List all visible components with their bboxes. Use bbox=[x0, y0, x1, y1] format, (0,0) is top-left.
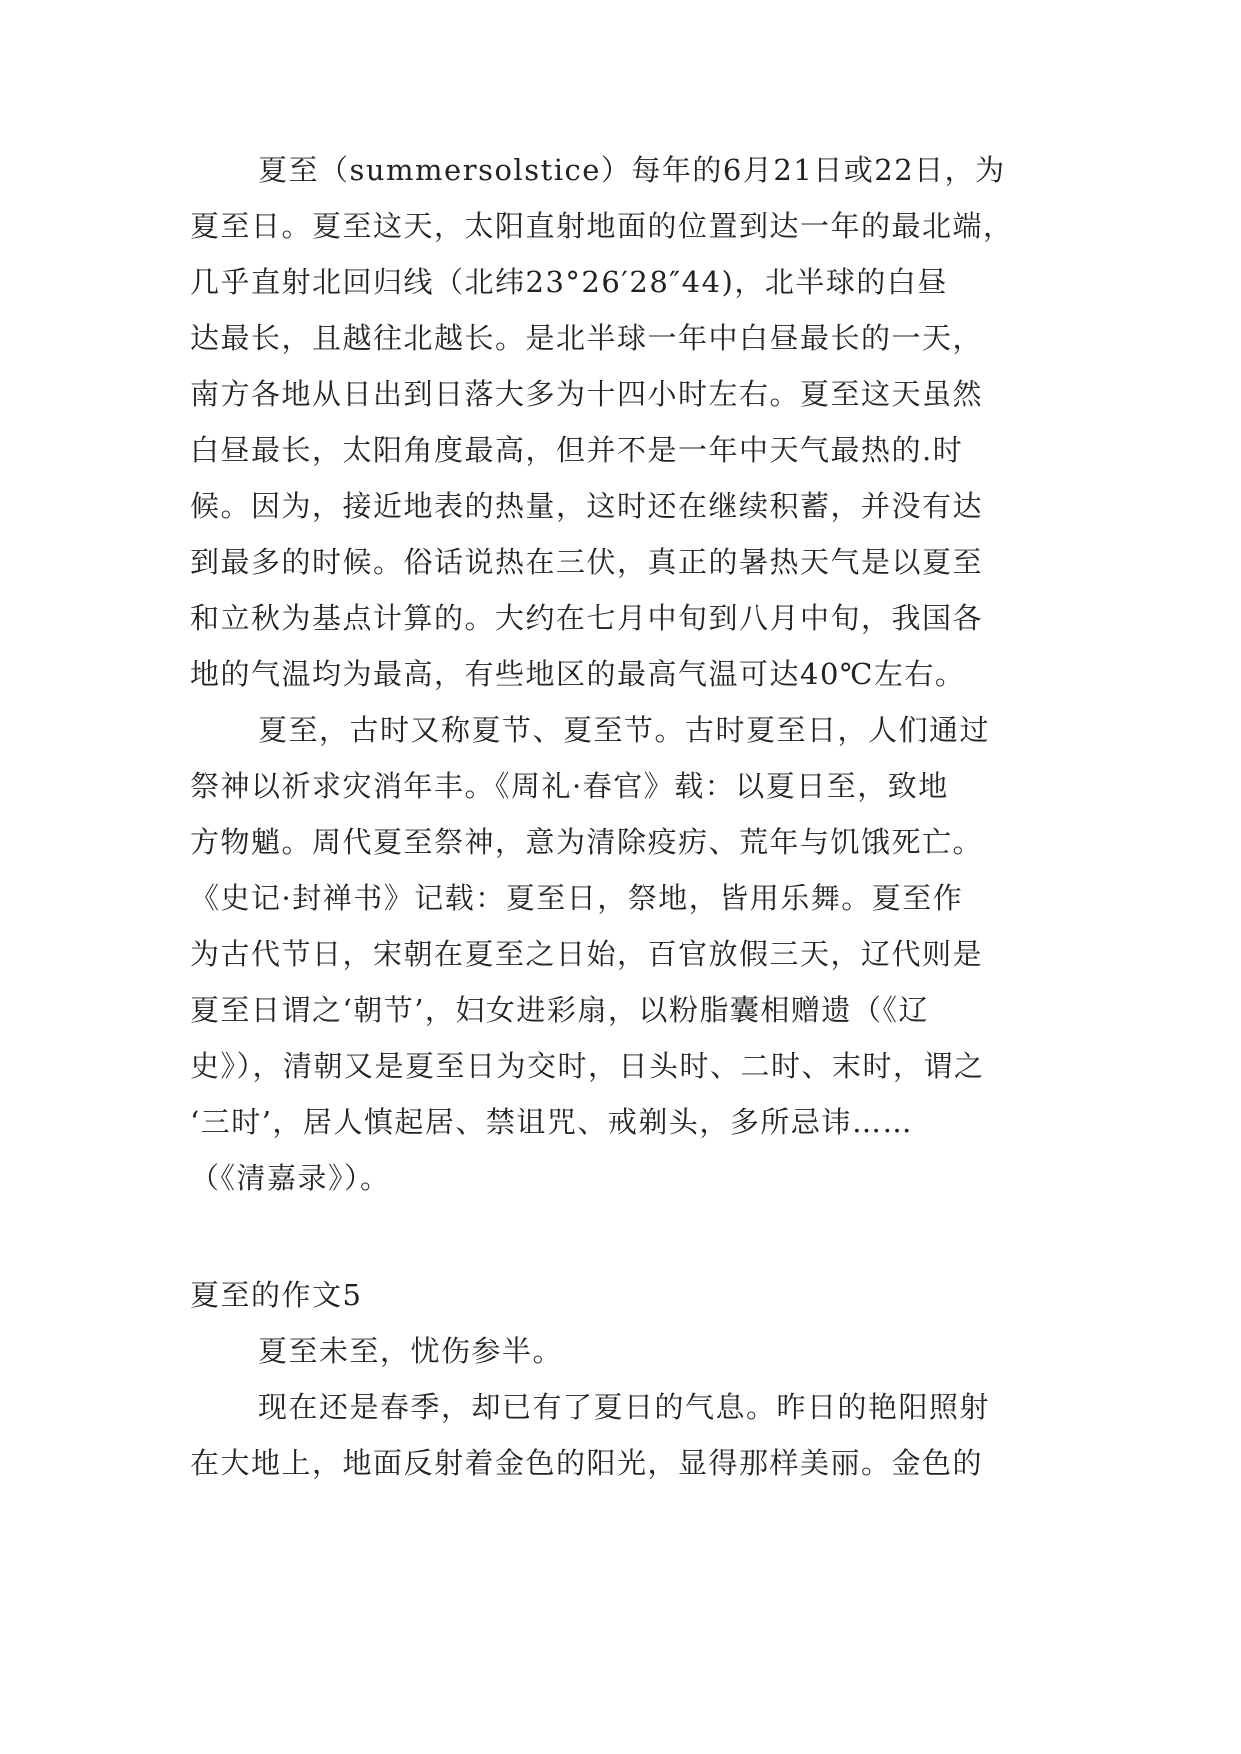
paragraph-3-line-1: 夏至未至，忧伤参半。 bbox=[258, 1334, 564, 1368]
paragraph-1-line-3: 几乎直射北回归线（北纬23°26′28″44)，北半球的白昼 bbox=[190, 265, 948, 299]
paragraph-1-line-4: 达最长，且越往北越长。是北半球一年中白昼最长的一天， bbox=[190, 321, 984, 355]
paragraph-1-line-8: 到最多的时候。俗话说热在三伏，真正的暑热天气是以夏至 bbox=[190, 545, 984, 579]
paragraph-4-line-2: 在大地上，地面反射着金色的阳光，显得那样美丽。金色的 bbox=[190, 1446, 984, 1480]
paragraph-2-line-8: ‘三时’，居人慎起居、禁诅咒、戒剃头，多所忌讳…… bbox=[190, 1105, 913, 1139]
paragraph-2-line-1: 夏至，古时又称夏节、夏至节。古时夏至日，人们通过 bbox=[258, 713, 991, 747]
paragraph-2-line-4: 《史记·封禅书》记载：夏至日，祭地，皆用乐舞。夏至作 bbox=[190, 881, 964, 915]
paragraph-1-line-1: 夏至（summersolstice）每年的6月21日或22日，为 bbox=[258, 153, 1006, 187]
paragraph-1-line-10: 地的气温均为最高，有些地区的最高气温可达40℃左右。 bbox=[190, 657, 966, 691]
paragraph-4-line-1: 现在还是春季，却已有了夏日的气息。昨日的艳阳照射 bbox=[258, 1390, 991, 1424]
paragraph-2-line-7: 史》），清朝又是夏至日为交时，日头时、二时、末时，谓之 bbox=[190, 1049, 985, 1083]
section-heading: 夏至的作文5 bbox=[190, 1278, 363, 1312]
paragraph-2-line-2: 祭神以祈求灾消年丰。《周礼·春官》载：以夏日至，致地 bbox=[190, 769, 949, 803]
paragraph-1-line-9: 和立秋为基点计算的。大约在七月中旬到八月中旬，我国各 bbox=[190, 601, 984, 635]
paragraph-1-line-5: 南方各地从日出到日落大多为十四小时左右。夏至这天虽然 bbox=[190, 377, 984, 411]
paragraph-1-line-6: 白昼最长，太阳角度最高，但并不是一年中天气最热的.时 bbox=[190, 433, 964, 467]
paragraph-1-line-2: 夏至日。夏至这天，太阳直射地面的位置到达一年的最北端， bbox=[190, 209, 1014, 243]
paragraph-2-line-3: 方物魈。周代夏至祭神，意为清除疫疠、荒年与饥饿死亡。 bbox=[190, 825, 984, 859]
paragraph-2-line-5: 为古代节日，宋朝在夏至之日始，百官放假三天，辽代则是 bbox=[190, 937, 984, 971]
paragraph-1-line-7: 候。因为，接近地表的热量，这时还在继续积蓄，并没有达 bbox=[190, 489, 984, 523]
paragraph-2-line-9: （《清嘉录》）。 bbox=[190, 1161, 391, 1195]
paragraph-2-line-6: 夏至日谓之‘朝节’，妇女进彩扇，以粉脂囊相赠遗（《辽 bbox=[190, 993, 929, 1027]
